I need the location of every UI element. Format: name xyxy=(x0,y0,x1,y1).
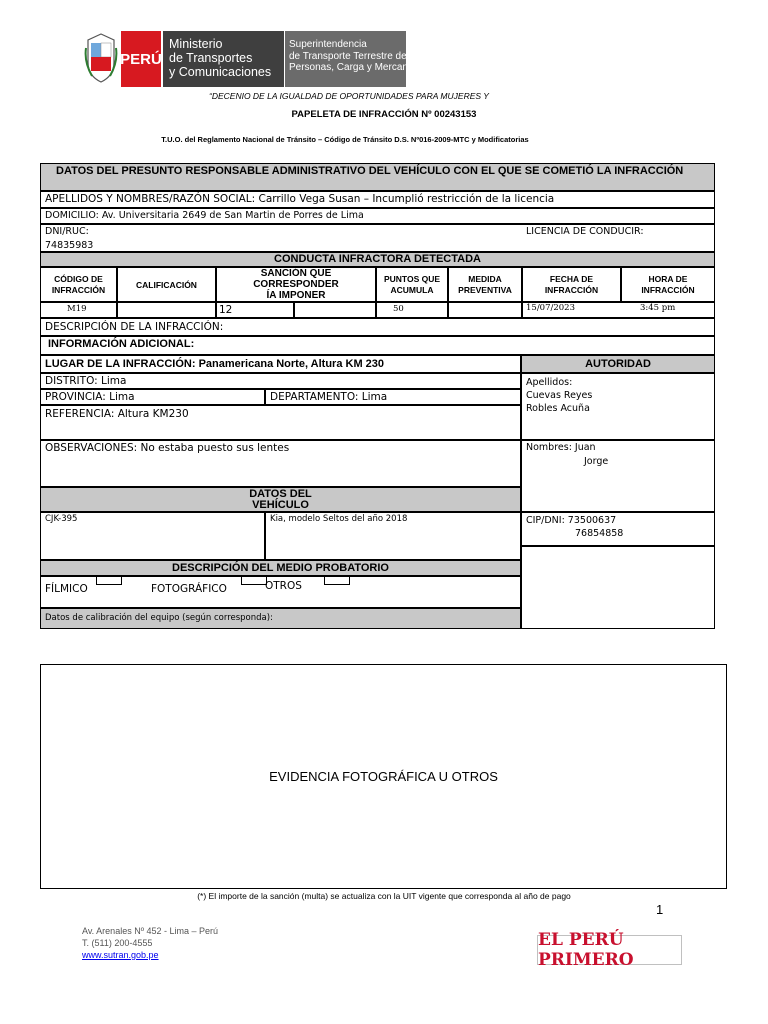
cell-fecha: 15/07/2023 xyxy=(526,303,575,313)
autoridad-apellidos-2: Robles Acuña xyxy=(526,403,590,414)
autoridad-apellidos-1: Cuevas Reyes xyxy=(526,390,593,401)
datos-vehiculo-line-1: DATOS DEL xyxy=(249,488,312,500)
cell-sancion: 12 xyxy=(216,302,294,318)
autoridad-nombres xyxy=(521,440,715,512)
descripcion-field: DESCRIPCIÓN DE LA INFRACCIÓN: xyxy=(40,318,715,336)
cip-value-2: 76854858 xyxy=(575,528,624,539)
decenio-text: “DECENIO DE LA IGUALDAD DE OPORTUNIDADES PARA MUJERES Y xyxy=(209,91,489,101)
cell-hora: 3:45 pm xyxy=(640,303,676,313)
distrito-field: DISTRITO: Lima xyxy=(40,373,521,389)
mtc-line: de Transportes xyxy=(169,51,253,65)
footer-web-link[interactable]: www.sutran.gob.pe xyxy=(82,950,159,960)
section-responsible-title: DATOS DEL PRESUNTO RESPONSABLE ADMINISTRATIVO DEL VEHÍCULO CON EL QUE SE COMETIÓ LA INFRACCIÓN xyxy=(40,163,715,191)
departamento-field: DEPARTAMENTO: Lima xyxy=(265,389,521,405)
footnote: (*) El importe de la sanción (multa) se actualiza con la UIT vigente que corresponda al año de pago xyxy=(197,891,571,901)
domicilio-field: DOMICILIO: Av. Universitaria 2649 de San Martin de Porres de Lima xyxy=(40,208,715,224)
filmico-label: FÍLMICO xyxy=(45,583,88,595)
footer-address: Av. Arenales Nº 452 - Lima – Perú xyxy=(82,926,219,936)
sutran-line: de Transporte Terrestre de xyxy=(289,50,407,62)
el-peru-primero-logo: EL PERÚ PRIMERO xyxy=(537,935,682,965)
provincia-field: PROVINCIA: Lima xyxy=(40,389,265,405)
dni-value: 74835983 xyxy=(45,240,94,251)
datos-vehiculo-title xyxy=(40,487,521,512)
info-adicional-label: INFORMACIÓN ADICIONAL: xyxy=(40,336,715,355)
papeleta-title: PAPELETA DE INFRACCIÓN Nº 00243153 xyxy=(291,109,477,120)
page-number: 1 xyxy=(656,902,664,917)
col-sancion-header: SANCIÓN QUE CORRESPONDER ÍA IMPONER xyxy=(216,267,376,302)
lugar-field: LUGAR DE LA INFRACCIÓN: Panamericana Norte, Altura KM 230 xyxy=(40,355,521,373)
autoridad-nombres-1: Nombres: Juan xyxy=(526,442,596,453)
fotografico-checkbox[interactable] xyxy=(241,577,267,585)
conducta-title: CONDUCTA INFRACTORA DETECTADA xyxy=(40,252,715,267)
autoridad-apellidos xyxy=(521,373,715,440)
filmico-checkbox[interactable] xyxy=(96,577,122,585)
calibracion-field: Datos de calibración del equipo (según corresponda): xyxy=(40,608,521,629)
col-codigo-header: CÓDIGO DE INFRACCIÓN xyxy=(40,267,117,302)
col-puntos-header: PUNTOS QUE ACUMULA xyxy=(376,267,448,302)
cell-codigo: M19 xyxy=(40,302,117,318)
col-medida-header: MEDIDA PREVENTIVA xyxy=(448,267,522,302)
apellidos-field: APELLIDOS Y NOMBRES/RAZÓN SOCIAL: Carrillo Vega Susan – Incumplió restricción de la licencia xyxy=(40,191,715,208)
autoridad-firma xyxy=(521,546,715,629)
dni-label: DNI/RUC: xyxy=(45,226,89,237)
evidencia-box xyxy=(40,664,727,889)
sutran-line: Superintendencia xyxy=(289,39,367,50)
sutran-line: Personas, Carga y Mercancías xyxy=(289,62,427,73)
footer-phone: T. (511) 200-4555 xyxy=(82,938,153,948)
autoridad-title: AUTORIDAD xyxy=(521,355,715,373)
autoridad-apellidos-label: Apellidos: xyxy=(526,377,573,388)
col-calificacion-header: CALIFICACIÓN xyxy=(117,267,216,302)
vehiculo-desc-field: Kia, modelo Seltos del año 2018 xyxy=(265,512,521,560)
fotografico-label: FOTOGRÁFICO xyxy=(151,583,227,595)
cell-calificacion xyxy=(117,302,216,318)
medio-probatorio-title: DESCRIPCIÓN DEL MEDIO PROBATORIO xyxy=(40,560,521,576)
mtc-line: y Comunicaciones xyxy=(169,65,272,79)
cell-medida xyxy=(448,302,522,318)
footer-address-block xyxy=(82,925,218,961)
tuo-text: T.U.O. del Reglamento Nacional de Tránsito – Código de Tránsito D.S. Nº016-2009-MTC y Modificatorias xyxy=(161,135,529,144)
medio-probatorio-options xyxy=(40,576,521,608)
referencia-field: REFERENCIA: Altura KM230 xyxy=(40,405,521,440)
sutran-brand xyxy=(285,31,427,87)
peru-coat-of-arms-icon xyxy=(84,32,118,84)
peru-brand-label: PERÚ xyxy=(121,31,161,87)
observaciones-field: OBSERVACIONES: No estaba puesto sus lentes xyxy=(40,440,521,487)
col-hora-header: HORA DE INFRACCIÓN xyxy=(621,267,715,302)
otros-label: OTROS xyxy=(265,580,302,592)
autoridad-nombres-2: Jorge xyxy=(584,456,609,467)
mtc-line: Ministerio xyxy=(169,37,223,51)
cip-label: CIP/DNI: 73500637 xyxy=(526,515,617,526)
cip-field xyxy=(521,512,715,546)
cell-puntos: 50 xyxy=(376,302,448,318)
placa-field: CJK-395 xyxy=(40,512,265,560)
datos-vehiculo-line-2: VEHÍCULO xyxy=(252,499,309,511)
col-fecha-header: FECHA DE INFRACCIÓN xyxy=(522,267,621,302)
cell-sancion-2 xyxy=(294,302,376,318)
otros-checkbox[interactable] xyxy=(324,577,350,585)
mtc-brand xyxy=(163,31,284,87)
evidencia-label: EVIDENCIA FOTOGRÁFICA U OTROS xyxy=(269,769,498,784)
licencia-label: LICENCIA DE CONDUCIR: xyxy=(526,226,644,237)
